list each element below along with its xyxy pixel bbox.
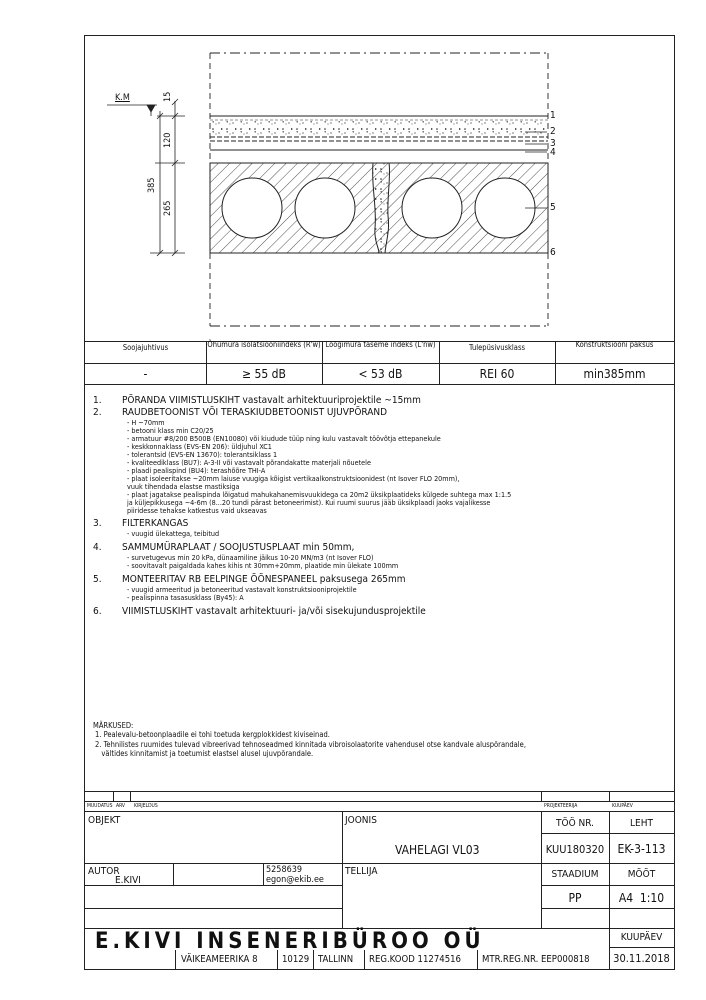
leht-label: LEHT — [630, 818, 653, 829]
objekt-label: OBJEKT — [88, 815, 121, 826]
layer-5-number: 5. — [93, 574, 102, 585]
address-postcode: 10129 — [282, 954, 310, 965]
joonis-value: VAHELAGI VL03 — [395, 843, 480, 857]
layer-2-item: - H ~70mm — [127, 418, 165, 427]
layer-number-4: 4 — [550, 147, 556, 158]
dim-15: 15 — [163, 91, 173, 102]
layer-number-5: 5 — [550, 202, 556, 213]
prop-value-thickness: min385mm — [583, 367, 646, 381]
prop-value-thermal: - — [143, 367, 148, 381]
dim-120: 120 — [163, 132, 173, 148]
layer-1-title: PÕRANDA VIIMISTLUSKIHT vastavalt arhitektuuriprojektile ~15mm — [122, 395, 421, 406]
address-mtr: MTR.REG.NR. EEP000818 — [482, 954, 590, 965]
staadium-label: STAADIUM — [551, 869, 599, 880]
moot-label: MÕÕT — [627, 869, 656, 880]
layer-3-item: - vuugid ülekattega, teibitud — [127, 529, 220, 538]
layer-4-item: - soovitavalt paigaldada kahes kihis nt 30mm+20mm, plaatide min ülekate 100mm — [127, 561, 399, 570]
prop-header-thermal: Soojajuhtivus — [122, 343, 169, 352]
layer-number-6: 6 — [550, 247, 556, 258]
layer-2-item: - plaat isoleeritakse ~20mm laiuse vuugiga kõigist vertikaalkonstruktsioonidest (nt Isover FLO 20mm), — [127, 474, 460, 483]
layer-2-item: - armatuur #8/200 B500B (EN10080) või kiudude tüüp ning kulu vastavalt töövõtja ettepanekule — [127, 434, 441, 443]
layer-2-item: - kvaliteediklass (BU7): A-3-II või vastavalt põrandakatte materjali nõuetele — [127, 458, 371, 467]
layer-6-number: 6. — [93, 606, 102, 617]
autor-label: AUTOR — [88, 866, 120, 877]
prop-value-airborne: ≥ 55 dB — [242, 367, 286, 381]
layer-2-item: vuuk tihendada elastse mastiksiga — [127, 482, 240, 491]
rev-header-description: KIRJELDUS — [134, 803, 158, 809]
layer-2-item: - betooni klass min C20/25 — [127, 426, 214, 435]
leht-value: EK-3-113 — [617, 842, 666, 856]
layer-2-number: 2. — [93, 407, 102, 418]
drawing-sheet — [84, 35, 675, 970]
layer-4-item: - survetugevus min 20 kPa, dünaamiline jäikus 10-20 MN/m3 (nt Isover FLO) — [127, 553, 374, 562]
layer-3-title: FILTERKANGAS — [122, 518, 189, 529]
too-nr-label: TÖÖ NR. — [556, 818, 594, 829]
km-label: K.M — [115, 93, 130, 103]
address-street: VÄIKEAMEERIKA 8 — [181, 954, 258, 965]
layer-number-2: 2 — [550, 126, 556, 137]
staadium-value: PP — [568, 891, 582, 905]
moot-value: A4 1:10 — [618, 891, 665, 905]
company-name: E.KIVI INSENERIBÜROO OÜ — [95, 929, 485, 954]
prop-header-airborne: Õhumüra isolatsiooniindeks (R'w) — [207, 340, 321, 349]
prop-value-fire: REI 60 — [479, 367, 515, 381]
kuupaev-label: KUUPÄEV — [620, 932, 663, 943]
layer-5-item: - vuugid armeeritud ja betoneeritud vastavalt konstruktsiooniprojektile — [127, 585, 357, 594]
layer-1-number: 1. — [93, 395, 102, 406]
email: egon@ekib.ee — [266, 875, 324, 885]
layer-2-item: ja küljepikkusega ~4-6m (8...20 tundi pärast betoneerimist). Kui ruumi suurus jääb üksikplaadi jaoks vajalikesse — [127, 498, 491, 507]
note-item: 1. Pealevalu-betoonplaadile ei tohi toetuda kergplokkidest kiviseinad. — [95, 730, 330, 739]
address-regcode: REG.KOOD 11274516 — [369, 954, 461, 965]
layer-number-3: 3 — [550, 138, 556, 149]
layer-5-title: MONTEERITAV RB EELPINGE ÕÕNESPANEEL paksusega 265mm — [122, 574, 406, 585]
too-nr-value: KUU180320 — [545, 843, 605, 856]
layer-4-title: SAMMUMÜRAPLAAT / SOOJUSTUSPLAAT min 50mm, — [122, 542, 355, 553]
layer-2-title: RAUDBETOONIST VÕI TERASKIUDBETOONIST UJUVPÕRAND — [122, 407, 388, 418]
rev-header-designer: PROJEKTEERIJA — [544, 803, 578, 809]
tellija-label: TELLIJA — [345, 866, 378, 877]
layer-2-item: - tolerantsid (EVS-EN 13670): tolerantsiklass 1 — [127, 450, 278, 459]
floor-section-drawing — [85, 36, 674, 341]
notes-title: MÄRKUSED: — [93, 721, 134, 730]
dim-385: 385 — [147, 177, 157, 193]
prop-header-fire: Tulepüsivusklass — [469, 343, 525, 352]
dim-265: 265 — [163, 200, 173, 216]
note-item: vältides kinnitamist ja toetumist elastsel alusel ujuvpõrandale. — [95, 749, 314, 758]
address-city: TALLINN — [318, 954, 354, 965]
prop-value-impact: < 53 dB — [358, 367, 403, 381]
autor-value: E.KIVI — [115, 875, 141, 886]
layer-2-item: piiridesse tehakse katkestus vaid ukseavas — [127, 506, 267, 515]
layer-5-item: - pealispinna tasasusklass (By45): A — [127, 593, 244, 602]
layer-3-number: 3. — [93, 518, 102, 529]
rev-header-date: KUUPÄEV — [612, 803, 633, 809]
layer-2-item: - plaat jagatakse pealispinda lõigatud mahukahanemisvuukidega ca 20m2 üksikplaatideks külgede suhtega max 1:1.5 — [127, 490, 512, 499]
layer-2-item: - keskkonnaklass (EVS-EN 206): üldjuhul XC1 — [127, 442, 272, 451]
layer-4-number: 4. — [93, 542, 102, 553]
note-item: 2. Tehnilistes ruumides tulevad vibreerivad tehnoseadmed kinnitada vibroisolaatorite vahendusel otse kandvale aluspõrandale, — [95, 740, 526, 749]
rev-header-count: ARV — [116, 803, 126, 809]
rev-header-change: MUUDATUS — [87, 803, 113, 809]
joonis-label: JOONIS — [345, 815, 377, 826]
layer-2-item: - plaadi pealispind (BU4): terashõõre THI-A — [127, 466, 266, 475]
prop-header-thickness: Konstruktsiooni paksus — [575, 340, 654, 349]
phone: 5258639 — [266, 865, 303, 875]
layer-number-1: 1 — [550, 110, 556, 121]
prop-header-impact: Löögimüra taseme indeks (L'nw) — [325, 340, 436, 349]
kuupaev-value: 30.11.2018 — [613, 952, 670, 965]
layer-6-title: VIIMISTLUSKIHT vastavalt arhitektuuri- ja/või sisekujundusprojektile — [122, 606, 426, 617]
